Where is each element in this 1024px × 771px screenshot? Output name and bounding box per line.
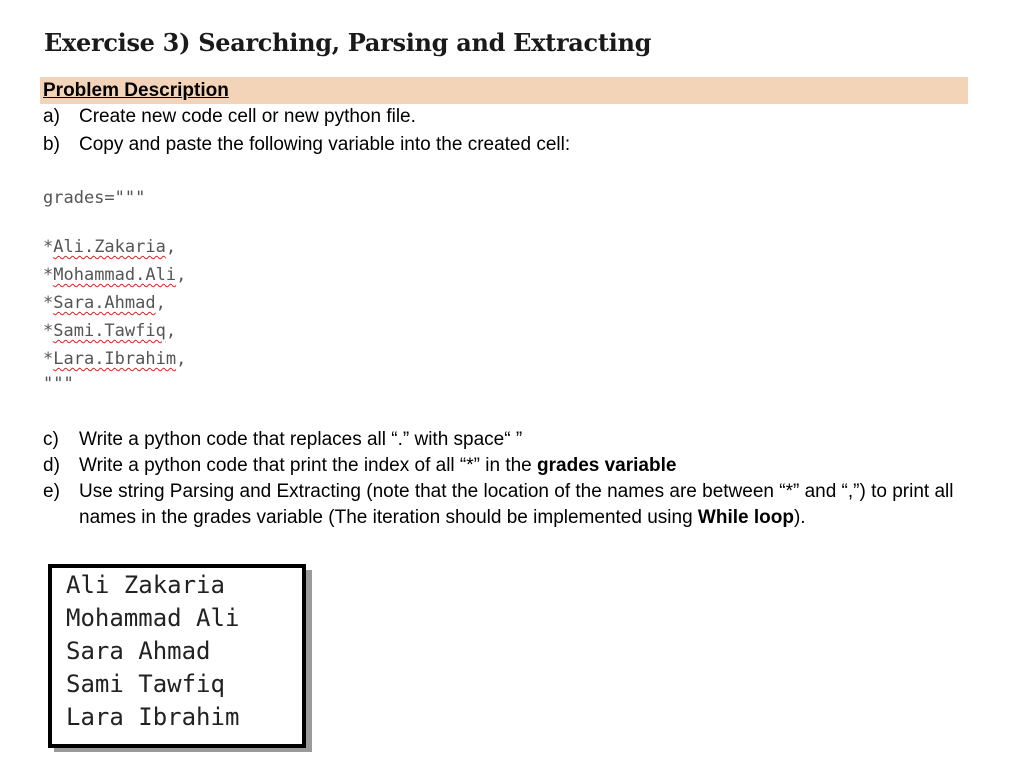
code-close-line: """ — [43, 374, 74, 394]
code-comma: , — [176, 349, 187, 369]
code-star: * — [43, 265, 54, 285]
list-text: Copy and paste the following variable into the created cell: — [79, 134, 571, 155]
list-text — [79, 453, 676, 479]
code-line — [43, 321, 176, 341]
code-name: Ali.Zakaria — [53, 237, 166, 257]
list-text-bold: While loop — [697, 507, 794, 528]
code-line — [43, 265, 186, 285]
list-text-plain-end: ). — [793, 507, 806, 528]
list-letter: b) — [43, 134, 60, 155]
code-name: Lara.Ibrahim — [53, 349, 177, 369]
code-comma: , — [165, 321, 177, 341]
code-star: * — [43, 293, 54, 313]
code-name: Sami.Tawfiq — [53, 321, 166, 341]
output-line: Lara Ibrahim — [66, 703, 240, 731]
code-open-line: grades=""" — [43, 188, 146, 208]
list-letter: e) — [43, 481, 60, 502]
exercise-title: Exercise 3) Searching, Parsing and Extracting — [44, 28, 652, 57]
list-text-plain: Write a python code that print the index of all “*” in the — [79, 455, 538, 476]
list-text: Write a python code that replaces all “.” with space“ ” — [79, 429, 523, 450]
list-letter: c) — [43, 429, 59, 450]
output-line: Sara Ahmad — [66, 637, 211, 665]
problem-description-heading: Problem Description — [43, 80, 229, 101]
list-letter: a) — [43, 106, 60, 127]
code-name: Mohammad.Ali — [53, 265, 177, 285]
code-comma: , — [155, 293, 166, 313]
code-star: * — [43, 349, 54, 369]
code-line — [43, 349, 186, 369]
list-text-plain: Use string Parsing and Extracting (note that the location of the names are between “*” and “,”) to print all names in the grades variable (The iteration should be implemented using — [79, 481, 954, 528]
code-line — [43, 237, 176, 257]
code-star: * — [43, 321, 54, 341]
code-line — [43, 293, 166, 313]
list-letter: d) — [43, 455, 60, 476]
output-line: Sami Tawfiq — [66, 670, 225, 698]
list-text: Create new code cell or new python file. — [79, 106, 416, 127]
code-name: Sara.Ahmad — [53, 293, 156, 313]
output-line: Mohammad Ali — [66, 604, 240, 632]
code-comma: , — [176, 265, 187, 285]
code-comma: , — [165, 237, 177, 257]
list-text — [79, 479, 969, 531]
output-line: Ali Zakaria — [66, 571, 225, 599]
list-text-bold: grades variable — [537, 455, 677, 476]
code-star: * — [43, 237, 54, 257]
